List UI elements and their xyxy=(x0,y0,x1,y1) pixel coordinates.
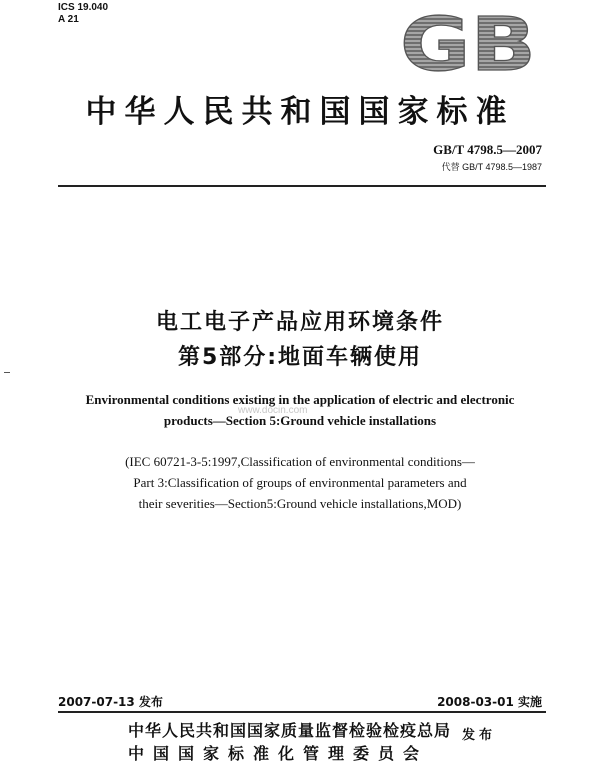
iec-reference-line2: Part 3:Classification of groups of environmental parameters and xyxy=(133,475,467,490)
issue-date: 2007-07-13 发布 xyxy=(58,695,163,709)
footer-divider xyxy=(58,711,546,713)
watermark: www.docin.com xyxy=(238,405,308,416)
standard-number: GB/T 4798.5—2007 xyxy=(433,142,542,157)
iec-reference-line1: (IEC 60721-3-5:1997,Classification of environmental conditions— xyxy=(125,454,475,469)
iec-reference xyxy=(60,451,540,514)
publisher-line2: 中国国家标准化管理委员会 xyxy=(128,744,429,763)
publish-label: 发布 xyxy=(462,728,497,743)
national-standard-title: 中华人民共和国国家标准 xyxy=(85,94,515,130)
supersedes-standard: 代替 GB/T 4798.5—1987 xyxy=(441,162,542,172)
chinese-title-line2: 第5部分:地面车辆使用 xyxy=(177,345,423,370)
english-title-line1: Environmental conditions existing in the application of electric and electronic xyxy=(85,392,515,407)
implement-date: 2008-03-01 实施 xyxy=(437,695,542,709)
gb-logo xyxy=(398,10,538,74)
publisher-line1: 中华人民共和国国家质量监督检验检疫总局 xyxy=(128,721,452,740)
english-title-line2: products—Section 5:Ground vehicle installations xyxy=(163,413,437,428)
ccs-code: A 21 xyxy=(58,14,79,25)
chinese-title-line1: 电工电子产品应用环境条件 xyxy=(155,310,444,335)
header-divider xyxy=(58,185,546,187)
gb-logo-text: GB xyxy=(400,10,536,74)
ics-code-block xyxy=(58,2,108,26)
iec-reference-line3: their severities—Section5:Ground vehicle installations,MOD) xyxy=(138,496,462,511)
margin-mark xyxy=(4,372,10,373)
ics-code: ICS 19.040 xyxy=(58,2,109,13)
